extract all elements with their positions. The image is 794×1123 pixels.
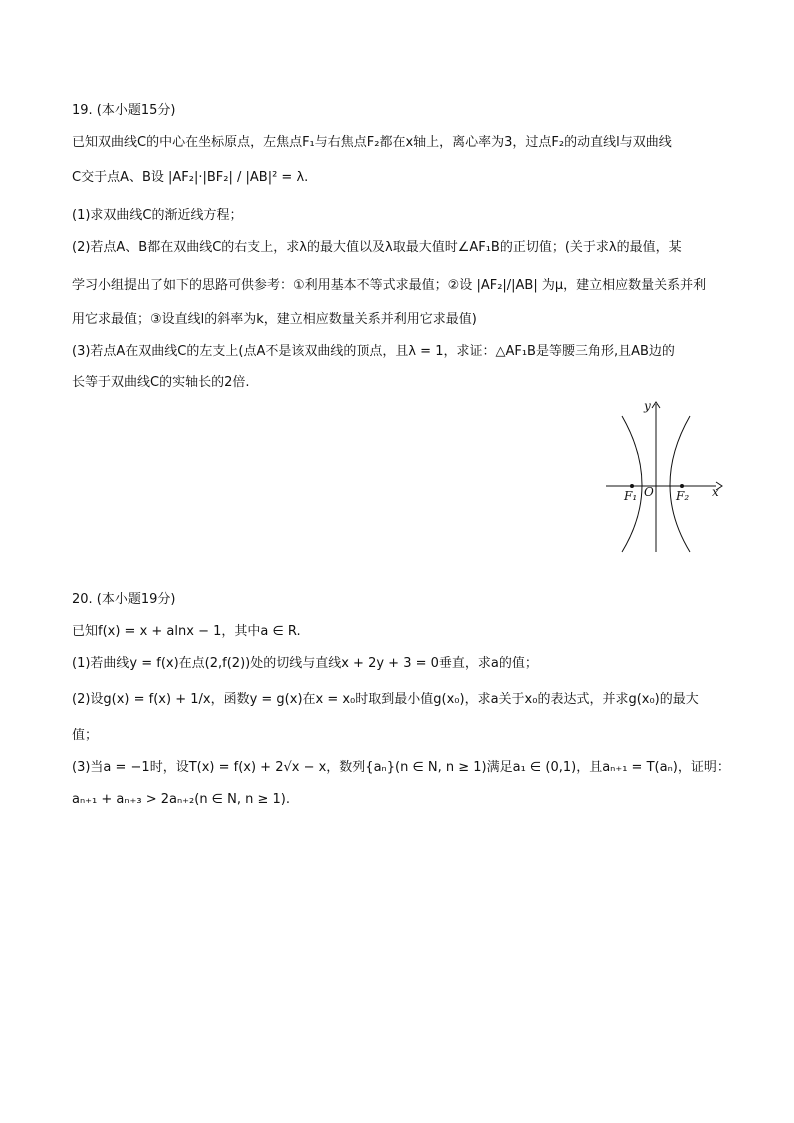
origin-label: O <box>644 485 654 499</box>
hyperbola-figure <box>604 396 726 554</box>
x-axis-label: x <box>712 485 719 499</box>
q20-part3-line1: (3)当a = −1时，设T(x) = f(x) + 2√x − x，数列{aₙ}(n ∈ N, n ≥ 1)满足a₁ ∈ (0,1)，且aₙ₊₁ = T(aₙ)，证明： <box>72 760 730 775</box>
q19-part3-line2: 长等于双曲线C的实轴长的2倍. <box>72 375 250 390</box>
q19-part2-line3: 用它求最值；③设直线l的斜率为k，建立相应数量关系并利用它求最值) <box>72 312 477 327</box>
q20-header: 20. (本小题19分) <box>72 592 176 607</box>
q20-part3-line2: aₙ₊₁ + aₙ₊₃ > 2aₙ₊₂(n ∈ N, n ≥ 1). <box>72 792 291 807</box>
q20-stem: 已知f(x) = x + alnx − 1，其中a ∈ R. <box>72 624 301 639</box>
focus-f1-point <box>630 484 634 488</box>
q19-part2-line1: (2)若点A、B都在双曲线C的右支上，求λ的最大值以及λ取最大值时∠AF₁B的正切值；(关于求λ的最值，某 <box>72 240 682 255</box>
q20-part1: (1)若曲线y = f(x)在点(2,f(2))处的切线与直线x + 2y + 3 = 0垂直，求a的值； <box>72 656 538 671</box>
hyperbola-right-branch <box>670 416 690 552</box>
q19-part2-line2: 学习小组提出了如下的思路可供参考：①利用基本不等式求最值；②设 |AF₂|/|AB| 为μ，建立相应数量关系并利 <box>72 278 707 293</box>
q20-part2-line2: 值； <box>72 728 99 743</box>
q19-header: 19. (本小题15分) <box>72 103 176 118</box>
f1-label: F₁ <box>624 489 638 503</box>
focus-f2-point <box>680 484 684 488</box>
q19-part1: (1)求双曲线C的渐近线方程； <box>72 208 243 223</box>
q20-part2-line1: (2)设g(x) = f(x) + 1/x，函数y = g(x)在x = x₀时取到最小值g(x₀)，求a关于x₀的表达式，并求g(x₀)的最大 <box>72 692 699 707</box>
q19-part3-line1: (3)若点A在双曲线C的左支上(点A不是该双曲线的顶点，且λ = 1，求证：△AF₁B是等腰三角形,且AB边的 <box>72 344 675 359</box>
f2-label: F₂ <box>676 489 690 503</box>
q19-stem-line2: C交于点A、B设 |AF₂|·|BF₂| / |AB|² = λ. <box>72 170 309 185</box>
y-axis-label: y <box>644 399 651 413</box>
q19-stem-line1: 已知双曲线C的中心在坐标原点，左焦点F₁与右焦点F₂都在x轴上，离心率为3，过点F₂的动直线l与双曲线 <box>72 135 672 150</box>
